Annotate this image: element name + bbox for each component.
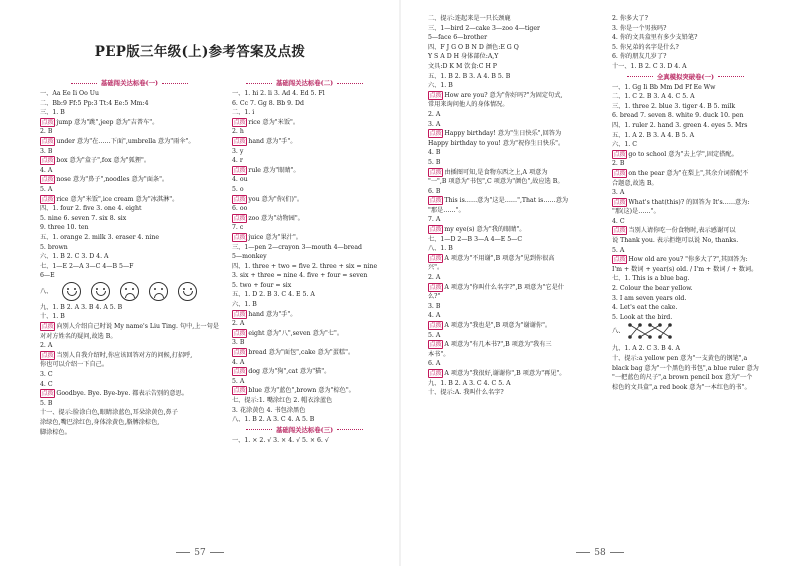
answer-line: 6. A [428, 360, 441, 368]
answer-line: 三、1—bird 2—cake 3—zoo 4—tiger [428, 24, 540, 32]
answer-line: 一、1. Gg Ii Bb Mm Dd Ff Ee Ww [612, 83, 716, 91]
answer-line: 3. six + three = nine 4. five + four = seven [232, 272, 368, 280]
answer-line: 文具:D K M 饮食:C H P [428, 62, 497, 70]
answer-line: 4. A [40, 166, 53, 174]
answer-line: 一、1. hi 2. li 3. Ad 4. Ed 5. Fl [232, 90, 325, 97]
answer-line: 十、提示:a yellow pen 意为"一支黄色的钢笔",a [612, 355, 748, 362]
answer-line: 兴"。 [428, 264, 444, 272]
hint-tag: 点拨 [429, 91, 442, 99]
answer-line: I'm + 数词 + year(s) old. / I'm + 数词 / + 数词。 [612, 265, 758, 273]
answer-line: 涂绿色,嘴巴涂红色,身体涂黄色,胳膊涂棕色, [40, 419, 160, 426]
answer-line: 4. 你的文具盒里有多少支铅笔? [612, 34, 698, 42]
answer-line: 3. y [232, 147, 244, 155]
answer-line: 点拨 Goodbye. Bye. Bye-bye. 都表示告别的意思。 [41, 390, 188, 398]
answer-line: 点拨 go to school 意为"去上学",固定搭配。 [613, 150, 738, 158]
answer-line: 4. C [40, 380, 53, 388]
hint-tag: 点拨 [613, 227, 626, 235]
answer-line: 点拨 dog 意为"狗",cat 意为"猫"。 [233, 368, 331, 376]
hint-tag: 点拨 [613, 256, 626, 264]
answer-line: 5. 你兄弟的名字是什么? [612, 43, 679, 51]
answer-line: 七、1—D 2—B 3—A 4—E 5—C [428, 235, 523, 243]
answer-line: 点拨 A 项意为"你叫什么名字?",B 项意为"它是什 [429, 283, 564, 291]
hint-tag: 点拨 [41, 351, 54, 359]
hint-tag: 点拨 [41, 323, 54, 331]
faces-row [40, 281, 219, 303]
answer-line: 十一、1. B 2. C 3. D 4. A [612, 62, 687, 70]
answer-line: 4. Let's eat the cake. [612, 304, 678, 312]
hint-tag: 点拨 [233, 233, 246, 241]
matching-row [612, 322, 759, 344]
answer-line: 2. B [612, 160, 625, 168]
answer-line: 点拨 zoo 意为"动物园"。 [233, 214, 304, 222]
answer-line: 点拨 Happy birthday! 意为"生日快乐",回答为 [429, 130, 562, 138]
answer-line: 4. ou [232, 176, 248, 184]
happy-face-icon [91, 282, 110, 301]
answer-column-4 [612, 14, 759, 392]
answer-line: 3. I am seven years old. [612, 294, 687, 302]
answer-line: 六、1. C [612, 141, 637, 149]
answer-line: 4. A [232, 358, 245, 366]
answer-line: 点拨 当别人请你吃一份食物时,表示感谢可以 [613, 227, 736, 235]
answer-line: 八、1. B 2. A 3. C 4. A 5. B [232, 416, 315, 424]
section-heading: 全真模拟突破卷(一) [612, 72, 759, 83]
answer-line: 2. A [428, 110, 441, 118]
answer-line: 点拨 under 意为"在……下面",umbrella 意为"雨伞"。 [41, 137, 195, 145]
section-heading: 基础闯关达标卷(二) [232, 78, 377, 89]
answer-line: "一",B 项意为"书包",C 项意为"颜色",故应选 B。 [428, 178, 564, 186]
answer-line: 三、1—pen 2—crayon 3—mouth 4—bread [232, 243, 362, 251]
answer-line: 点拨 blue 意为"蓝色",brown 意为"棕色"。 [233, 387, 355, 395]
answer-line: 么?" [428, 293, 441, 301]
answer-line: 十、提示:A. 我叫什么名字? [428, 389, 504, 397]
question-number: 八、 [40, 288, 53, 296]
answer-line: 七、1. This is a blue bag. [612, 275, 690, 283]
answer-line: 9. three 10. ten [40, 224, 89, 232]
answer-line: 5. A [612, 246, 625, 254]
section-heading: 基础闯关达标卷(三) [232, 425, 377, 436]
hint-tag: 点拨 [41, 195, 54, 203]
answer-lines [612, 83, 759, 323]
page-number: 58 [400, 548, 800, 558]
hint-tag: 点拨 [41, 137, 54, 145]
answer-line: 3. 你是一个男孩吗? [612, 24, 667, 32]
answer-line: 3. B [232, 339, 245, 347]
hint-tag: 点拨 [233, 118, 246, 126]
answer-lines [40, 89, 219, 281]
answer-line: 5—monkey [232, 253, 267, 261]
answer-line: 合题意,故选 B。 [612, 179, 658, 187]
answer-line: 脚涂棕色。 [40, 428, 71, 436]
answer-lines [232, 89, 377, 425]
answer-line: 5. A [232, 377, 245, 385]
answer-line: 5. B [40, 399, 53, 407]
answer-line: 九、1. B 2. A 3. C 4. C 5. A [428, 379, 511, 387]
answer-line: 2. Colour the bear yellow. [612, 285, 693, 293]
answer-line: 对对方姓名的疑问,故选 B。 [40, 332, 117, 340]
answer-line: 点拨 How old are you? "你多大了?",其回答为: [613, 256, 748, 264]
answer-line: 3. A [612, 189, 625, 197]
answer-line: 二、1. C 2. B 3. A 4. C 5. A [612, 93, 695, 101]
answer-line: 点拨 juice 意为"果汁"。 [233, 233, 302, 241]
answer-line: 点拨 A 项意为"我也是",B 项意为"谢谢你"。 [429, 322, 552, 329]
answer-line: 5. two + four = six [232, 281, 292, 289]
answer-line: 十、1. B [40, 313, 65, 321]
answer-line: 点拨 on the pear 意为"在梨上",其余介词搭配不 [613, 169, 749, 177]
answer-line: 5. A [40, 185, 53, 193]
answer-line: 六、1. B 2. C 3. D 4. A [40, 253, 109, 261]
answer-line: 五、1. orange 2. milk 3. eraser 4. nine [40, 233, 160, 241]
answer-line: 点拨 jump 意为"跳",jeep 意为"吉普车"。 [41, 118, 159, 126]
answer-line: 点拨 box 意为"盒子",fox 意为"狐狸"。 [41, 157, 151, 165]
answer-line: 点拨 A 项意为"不用谢",B 项意为"见到你很高 [429, 254, 555, 262]
hint-tag: 点拨 [613, 169, 626, 177]
answer-line: 六、1. B [428, 82, 453, 90]
answer-line: 2. B [40, 128, 53, 136]
answer-line: 6. Cc 7. Gg 8. Bb 9. Dd [232, 99, 304, 107]
answer-line: 九、1. B 2. A 3. B 4. A 5. B [40, 303, 123, 311]
hint-tag: 点拨 [41, 176, 54, 184]
page-58 [400, 0, 800, 566]
hint-tag: 点拨 [233, 329, 246, 337]
answer-line: 3. A [428, 120, 441, 128]
answer-line: 一、1. × 2. √ 3. × 4. √ 5. × 6. √ [232, 436, 329, 444]
answer-lines [40, 303, 219, 437]
sad-face-icon [120, 282, 139, 301]
answer-line: 四、1. four 2. five 3. one 4. eight [40, 205, 142, 213]
hint-tag: 点拨 [429, 226, 442, 234]
answer-line: 点拨 How are you? 意为"你好吗?"为固定句式, [429, 91, 563, 99]
answer-line: 2. h [232, 128, 244, 136]
answer-line: 点拨 rice 意为"米饭",ice cream 意为"冰淇淋"。 [41, 195, 179, 203]
answer-line: 五、1. D 2. B 3. C 4. E 5. A [232, 291, 315, 299]
answer-line: 常用来询问他人的身体情况。 [428, 101, 509, 109]
page-number: 57 [0, 548, 400, 558]
answer-line: 七、1—E 2—A 3—C 4—B 5—F [40, 262, 134, 270]
answer-line: 五、1. B 2. B 3. A 4. B 5. B [428, 72, 511, 80]
answer-line: 5. o [232, 185, 244, 193]
answer-lines [428, 14, 568, 398]
hint-tag: 点拨 [233, 214, 246, 222]
answer-line: 5. Look at the bird. [612, 313, 673, 321]
answer-line: 四、1. three + two = five 2. three + six = nine [232, 262, 378, 270]
answer-line: "一把蓝色的尺子",a brown pencil box 意为"一个 [612, 374, 753, 382]
answer-column-1 [40, 78, 219, 437]
answer-line: 4. r [232, 157, 243, 165]
answer-lines [612, 14, 759, 72]
answer-line: 四、1. ruler 2. hand 3. green 4. eyes 5. Mrs [612, 121, 748, 129]
answer-line: 六、1. B [232, 301, 257, 309]
answer-line: 3. 花涂黄色 4. 书包涂黑色 [232, 406, 306, 414]
answer-line: 5. brown [40, 243, 68, 251]
hint-tag: 点拨 [429, 322, 442, 329]
answer-line: "那(这)是……"。 [612, 208, 660, 216]
answer-line: 6—E [40, 272, 55, 280]
answer-line: 说 Thank you. 表示拒绝可以说 No, thanks. [612, 237, 739, 245]
answer-line: 2. A [428, 274, 441, 282]
happy-face-icon [178, 282, 197, 301]
answer-line: 3. B [428, 302, 441, 310]
answer-line: 棕色的文具盒",a red book 意为"一本红色的书"。 [612, 383, 751, 391]
hint-tag: 点拨 [429, 168, 442, 176]
answer-line: 3. C [40, 371, 53, 379]
hint-tag: 点拨 [233, 195, 246, 203]
page-title: PEP版三年级(上)参考答案及点拨 [94, 44, 306, 60]
happy-face-icon [62, 282, 81, 301]
hint-tag: 点拨 [429, 369, 442, 377]
answer-line: 二、Bb:9 Ff:5 Pp:3 Tt:4 Ee:5 Mm:4 [40, 99, 149, 107]
answer-line: 6. bread 7. seven 8. white 9. duck 10. pen [612, 112, 744, 120]
answer-line: 二、提示:连起来是一只长颈鹿 [428, 15, 511, 22]
answer-column-3 [428, 14, 568, 398]
answer-line: 二、1. i [232, 109, 255, 117]
answer-line: 本书"。 [428, 350, 450, 358]
answer-lines [612, 344, 759, 392]
answer-line: 4. A [428, 312, 441, 320]
answer-line: 7. A [428, 216, 441, 224]
answer-line: 点拨 rice 意为"米饭"。 [233, 118, 300, 126]
answer-line: 点拨 nose 意为"鼻子",noodles 意为"面条"。 [41, 176, 169, 184]
matching-lines-icon [626, 322, 672, 340]
hint-tag: 点拨 [233, 387, 246, 395]
answer-line: 3. B [40, 147, 53, 155]
answer-line: 点拨 you 意为"你(们)"。 [233, 195, 304, 203]
answer-line: 6. B [428, 187, 441, 195]
answer-line: 点拨 rule 意为"眼睛"。 [233, 166, 300, 174]
answer-line: 2. 你多大了? [612, 15, 648, 22]
answer-line: 点拨 What's that(this)? 的回答为 It's……意为: [613, 198, 750, 206]
answer-line: black bag 意为"一个黑色的书包",a blue ruler 意为 [612, 364, 759, 372]
answer-line: 5. B [428, 158, 441, 166]
answer-line: 十一、提示:脸涂白色,眼睛涂蓝色,耳朵涂黄色,鼻子 [40, 409, 178, 417]
answer-line: "那是……"。 [428, 206, 465, 214]
answer-line: 三、1. B [40, 109, 65, 117]
answer-line: 点拨 A 项意为"我很好,谢谢你",B 项意为"再见"。 [429, 369, 566, 377]
hint-tag: 点拨 [233, 368, 246, 376]
hint-tag: 点拨 [41, 157, 54, 165]
answer-line: 八、1. B [428, 245, 453, 253]
hint-tag: 点拨 [429, 283, 442, 291]
answer-line: 点拨 bread 意为"面包",cake 意为"蛋糕"。 [233, 349, 355, 357]
answer-line: 你也可以介绍一下自己。 [40, 361, 109, 369]
answer-line: 三、1. three 2. blue 3. tiger 4. B 5. milk [612, 102, 736, 110]
hint-tag: 点拨 [41, 118, 54, 126]
hint-tag: 点拨 [233, 310, 246, 318]
sad-face-icon [149, 282, 168, 301]
answer-line: 2. A [232, 320, 245, 328]
answer-line: 七、提示:1. 嘴涂红色 2. 帽衣涂蓝色 [232, 397, 333, 404]
answer-line: 点拨 hand 意为"手"。 [233, 310, 297, 318]
hint-tag: 点拨 [41, 390, 54, 398]
answer-line: 点拨 This is……意为"这是……",That is……意为 [429, 197, 569, 205]
hint-tag: 点拨 [429, 197, 442, 205]
answer-line: 7. c [232, 224, 244, 232]
answer-column-2 [232, 78, 377, 445]
hint-tag: 点拨 [613, 198, 626, 206]
answer-line: 6. oo [232, 205, 248, 213]
answer-line: 点拨 eight 意为"八",seven 意为"七"。 [233, 329, 344, 337]
answer-line: 五、1. A 2. B 3. A 4. B 5. A [612, 131, 695, 139]
answer-line: 点拨 向别人介绍自己时说 My name's Liu Ting. 句中,上一句是 [41, 323, 219, 331]
answer-line: Y S A D H 身体部位:A,Y [428, 53, 499, 61]
hint-tag: 点拨 [429, 341, 442, 349]
answer-line: 6. 你的朋友几岁了? [612, 53, 667, 61]
answer-line: 点拨 A 项意为"有几本书?",B 项意为"我有三 [429, 341, 552, 349]
hint-tag: 点拨 [233, 137, 246, 145]
hint-tag: 点拨 [429, 254, 442, 262]
question-number: 八、 [612, 327, 625, 335]
answer-line: 点拨 当别人自我介绍时,你应该回答对方的问候,打招呼, [41, 351, 193, 359]
answer-line: 四、F J G O B N D 颜色:E G Q [428, 43, 519, 51]
answer-line: 点拨 由插图可知,是食物东西之上,A 项意为 [429, 168, 548, 176]
answer-line: 5. A [428, 331, 441, 339]
answer-line: 5—face 6—brother [428, 34, 488, 42]
answer-line: 点拨 hand 意为"手"。 [233, 137, 297, 145]
section-heading: 基础闯关达标卷(一) [40, 78, 219, 89]
hint-tag: 点拨 [429, 130, 442, 138]
answer-line: Happy birthday to you! 意为"祝你生日快乐"。 [428, 139, 565, 147]
answer-line: 4. C [612, 217, 625, 225]
answer-line: 一、Aa Ee Ii Oo Uu [40, 90, 99, 97]
answer-line: 4. B [428, 149, 441, 157]
answer-line: 5. nine 6. seven 7. six 8. six [40, 214, 127, 222]
hint-tag: 点拨 [233, 349, 246, 357]
answer-line: 九、1. A 2. C 3. B 4. A [612, 345, 680, 353]
hint-tag: 点拨 [233, 166, 246, 174]
answer-line: 2. A [40, 342, 53, 350]
answer-line: 点拨 my eye(s) 意为"我的眼睛"。 [429, 226, 526, 234]
hint-tag: 点拨 [613, 150, 626, 158]
